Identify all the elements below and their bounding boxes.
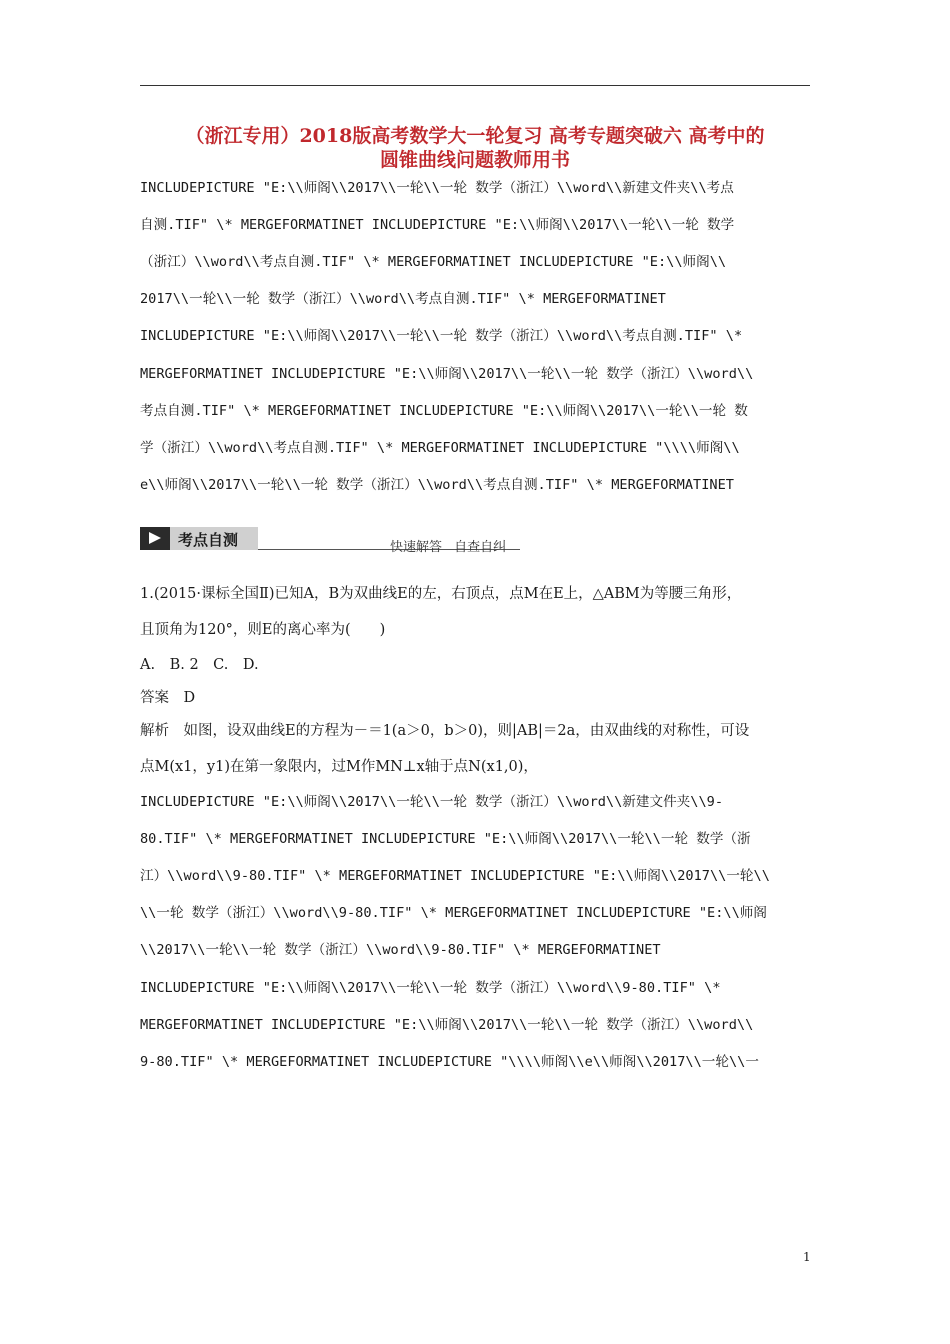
field-code-line: 自测.TIF" \* MERGEFORMATINET INCLUDEPICTURE "E:\\师阁\\2017\\一轮\\一轮 数学 xyxy=(140,217,735,233)
field-code-line: （浙江）\\word\\考点自测.TIF" \* MERGEFORMATINET INCLUDEPICTURE "E:\\师阁\\ xyxy=(140,254,727,270)
section-subtitle: 快速解答 自查自纠 xyxy=(390,540,507,555)
field-code-line: 9-80.TIF" \* MERGEFORMATINET INCLUDEPICTURE "\\\\师阁\\e\\师阁\\2017\\一轮\\一 xyxy=(140,1054,759,1070)
title-line-2: 圆锥曲线问题教师用书 xyxy=(379,149,570,171)
field-code-line: INCLUDEPICTURE "E:\\师阁\\2017\\一轮\\一轮 数学（浙江）\\word\\新建文件夹\\9- xyxy=(140,794,724,810)
header-rule xyxy=(140,85,810,86)
field-code-line: MERGEFORMATINET INCLUDEPICTURE "E:\\师阁\\2017\\一轮\\一轮 数学（浙江）\\word\\ xyxy=(140,1017,754,1033)
field-code-line: 2017\\一轮\\一轮 数学（浙江）\\word\\考点自测.TIF" \* MERGEFORMATINET xyxy=(140,291,666,307)
field-code-line: 江）\\word\\9-80.TIF" \* MERGEFORMATINET INCLUDEPICTURE "E:\\师阁\\2017\\一轮\\ xyxy=(140,868,770,884)
question-line-2: 且顶角为120°，则E的离心率为( ) xyxy=(140,622,386,638)
field-code-line: INCLUDEPICTURE "E:\\师阁\\2017\\一轮\\一轮 数学（浙江）\\word\\9-80.TIF" \* xyxy=(140,980,721,996)
analysis-line-2: 点M(x1，y1)在第一象限内，过M作MN⊥x轴于点N(x1,0)， xyxy=(140,759,538,775)
analysis-line-1: 解析 如图，设双曲线E的方程为－＝1(a＞0，b＞0)，则|AB|＝2a，由双曲线的对称性，可设 xyxy=(140,723,750,739)
field-code-line: INCLUDEPICTURE "E:\\师阁\\2017\\一轮\\一轮 数学（浙江）\\word\\新建文件夹\\考点 xyxy=(140,180,734,196)
field-code-line: \\一轮 数学（浙江）\\word\\9-80.TIF" \* MERGEFORMATINET INCLUDEPICTURE "E:\\师阁 xyxy=(140,905,767,921)
field-code-line: MERGEFORMATINET INCLUDEPICTURE "E:\\师阁\\2017\\一轮\\一轮 数学（浙江）\\word\\ xyxy=(140,366,754,382)
field-code-line: 学（浙江）\\word\\考点自测.TIF" \* MERGEFORMATINET INCLUDEPICTURE "\\\\师阁\\ xyxy=(140,440,740,456)
play-arrow-icon xyxy=(140,527,170,550)
field-code-line: INCLUDEPICTURE "E:\\师阁\\2017\\一轮\\一轮 数学（浙江）\\word\\考点自测.TIF" \* xyxy=(140,328,743,344)
question-options: A. B. 2 C. D. xyxy=(140,657,259,673)
field-code-line: 80.TIF" \* MERGEFORMATINET INCLUDEPICTURE "E:\\师阁\\2017\\一轮\\一轮 数学（浙 xyxy=(140,831,751,847)
field-code-line: \\2017\\一轮\\一轮 数学（浙江）\\word\\9-80.TIF" \* MERGEFORMATINET xyxy=(140,942,661,958)
section-header xyxy=(140,524,520,554)
document-title xyxy=(130,124,820,172)
page-number: 1 xyxy=(803,1250,811,1264)
section-title: 考点自测 xyxy=(178,531,239,549)
field-code-line: e\\师阁\\2017\\一轮\\一轮 数学（浙江）\\word\\考点自测.TIF" \* MERGEFORMATINET xyxy=(140,477,734,493)
field-code-line: 考点自测.TIF" \* MERGEFORMATINET INCLUDEPICTURE "E:\\师阁\\2017\\一轮\\一轮 数 xyxy=(140,403,748,419)
answer-line: 答案 D xyxy=(140,690,196,706)
question-line-1: 1.(2015·课标全国Ⅱ)已知A，B为双曲线E的左，右顶点，点M在E上，△ABM为等腰三角形， xyxy=(140,586,742,602)
title-line-1: （浙江专用）2018版高考数学大一轮复习 高考专题突破六 高考中的 xyxy=(185,125,765,147)
